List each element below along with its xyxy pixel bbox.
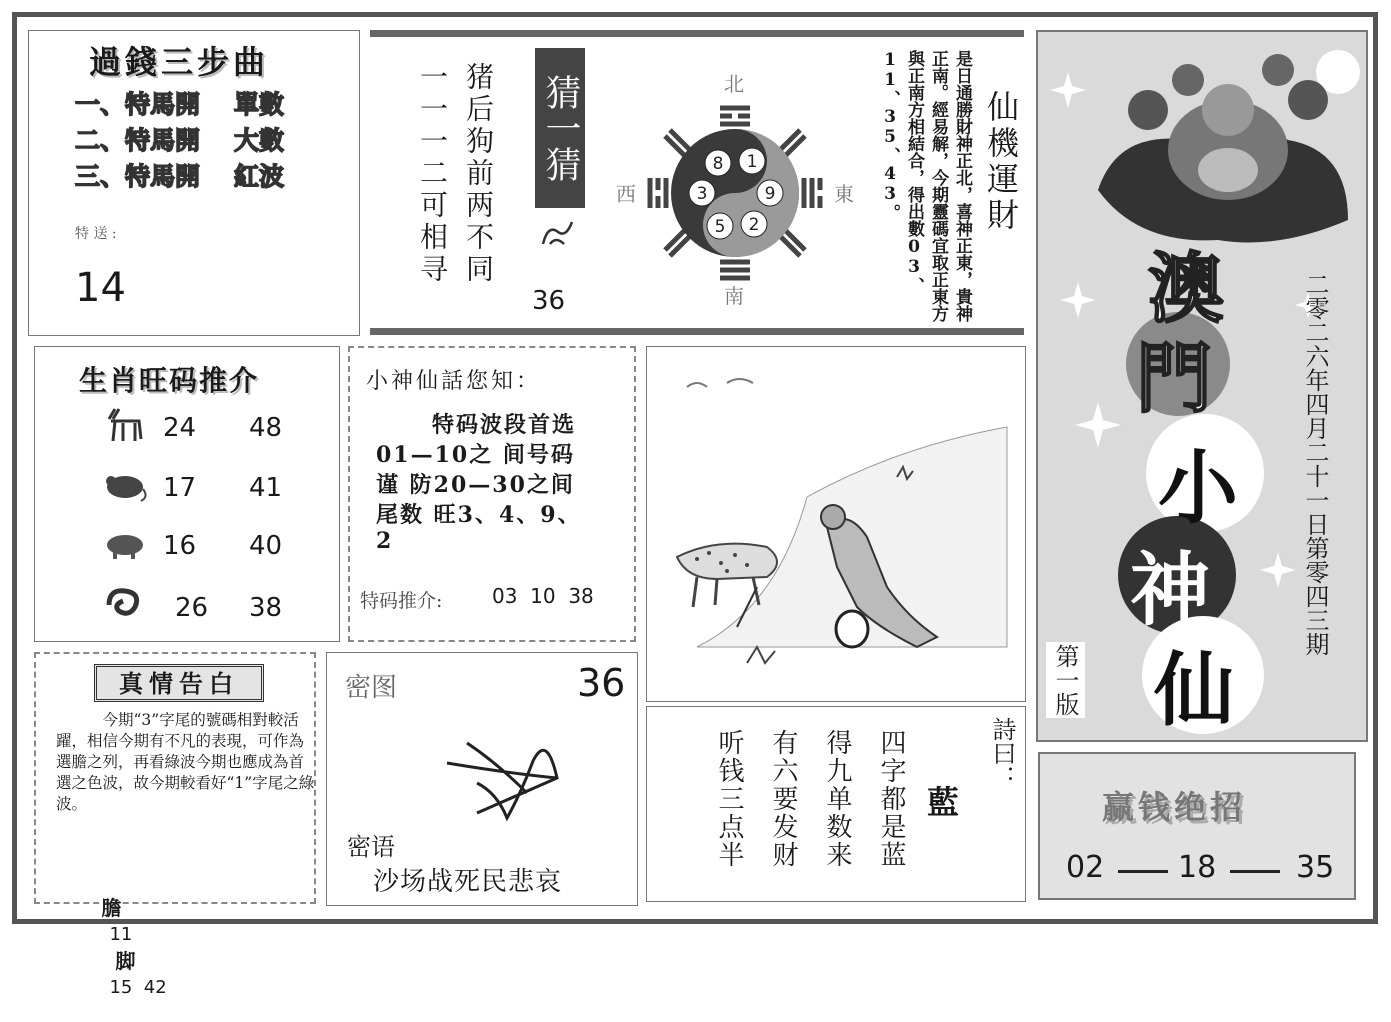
poem-key-word: 藍: [927, 783, 960, 821]
poem-col: 有六要发财: [768, 729, 798, 869]
pig-icon: [101, 529, 149, 561]
win-money-panel: [1038, 752, 1356, 900]
notice-line: 2: [376, 528, 392, 554]
secret-title: 密图: [345, 673, 398, 703]
win-num: 35: [1296, 850, 1335, 885]
zodiac-panel: [34, 346, 340, 642]
confession-body: 今期“3”字尾的號碼相對較活躍，相信今期有不凡的表現，可作為選膽之列，再看綠波今期也應成為首選之色波，故今期較看好“1”字尾之綠波。: [56, 711, 315, 813]
poem-col: 四字都是蓝: [876, 729, 906, 869]
secret-words: 沙场战死民悲哀: [373, 867, 563, 897]
buddha-illustration: [1078, 40, 1358, 250]
poem-label: 詩曰：: [988, 717, 1016, 789]
step-line-2: [75, 121, 284, 157]
jiao-label: 脚: [115, 949, 136, 973]
issue-date: 二零二六年四月二十一日第零四三期: [1301, 272, 1329, 656]
notice-line: 尾数 旺3、4、9、: [376, 502, 582, 528]
step-value: 紅波: [233, 162, 284, 191]
rat-icon: [101, 469, 149, 503]
zodiac-num-a: 17: [163, 473, 197, 503]
notice-panel: [348, 346, 636, 642]
zodiac-num-b: 38: [249, 593, 283, 623]
dan-value: 11: [109, 924, 133, 945]
title-char: 小: [1158, 442, 1238, 535]
poem-col: 听钱三点半: [714, 729, 744, 869]
hunting-scene-illustration: [657, 367, 1017, 687]
win-dash: [1230, 870, 1280, 873]
win-dash: [1118, 870, 1168, 873]
picture-panel: [646, 346, 1026, 702]
special-value: 14: [75, 265, 126, 311]
zodiac-row: [101, 405, 321, 449]
notice-title: 小神仙話您知：: [366, 369, 542, 394]
zodiac-num-a: 26: [175, 593, 209, 623]
snake-icon: [101, 585, 147, 623]
fortune-title: 仙機運財: [982, 90, 1020, 234]
poem-panel: [646, 706, 1026, 902]
top-middle-panel: [370, 28, 1026, 338]
bagua-west: 西: [616, 182, 636, 206]
edition-label: 第一版: [1046, 642, 1085, 718]
special-label: 特 送 :: [75, 226, 117, 242]
secret-words-label: 密语: [347, 833, 395, 861]
tip-values: 03 10 38: [492, 584, 594, 608]
deer-icon: [101, 405, 147, 445]
step-label: 一、特馬開: [75, 90, 201, 119]
zodiac-row: [101, 465, 321, 509]
step-line-1: [75, 85, 284, 121]
bagua-num: 8: [712, 154, 724, 174]
confession-panel: [34, 652, 316, 998]
bagua-east: 東: [834, 182, 854, 206]
poem-col-2: 一一一二可相寻: [416, 62, 449, 286]
poem-col-1: 猪后狗前两不同: [462, 62, 495, 286]
step-value: 大數: [233, 126, 284, 155]
bagua-south: 南: [724, 284, 744, 308]
bagua-num: 1: [746, 152, 758, 172]
bagua-num: 2: [748, 215, 760, 235]
top-rule: [370, 30, 1024, 37]
win-num: 02: [1066, 850, 1105, 885]
bagua-num: 3: [696, 184, 708, 204]
title-char: 門: [1136, 334, 1212, 423]
zodiac-num-a: 24: [163, 413, 197, 443]
dan-label: 膽: [101, 896, 122, 920]
zodiac-row: [101, 523, 321, 567]
zodiac-row: [101, 583, 321, 627]
win-num: 18: [1178, 850, 1217, 885]
notice-line: 特码波段首选: [432, 412, 577, 438]
dragon-icon: [538, 214, 578, 254]
confession-title: 真情告白: [94, 664, 264, 702]
three-steps-title: 過錢三步曲: [89, 43, 270, 81]
jiao-values: 15 42: [109, 977, 167, 998]
title-char: 仙: [1154, 644, 1234, 737]
title-char: 神: [1130, 544, 1210, 637]
title-char: 澳: [1148, 244, 1224, 333]
guess-number: 36: [532, 286, 566, 316]
secret-glyph-drawing: [437, 733, 567, 823]
bagua-num: 5: [714, 217, 726, 237]
step-label: 二、特馬開: [75, 126, 201, 155]
dan-row: [76, 868, 167, 1022]
bagua-north: 北: [724, 72, 744, 96]
step-value: 單數: [233, 90, 284, 119]
zodiac-num-a: 16: [163, 531, 197, 561]
notice-line: 谨 防20—30之间: [376, 472, 575, 498]
zodiac-num-b: 48: [249, 413, 283, 443]
guess-label: 猜一猜: [535, 48, 585, 208]
tip-label: 特码推介:: [360, 590, 443, 612]
bagua-num: 9: [764, 184, 776, 204]
step-label: 三、特馬開: [75, 162, 201, 191]
zodiac-num-b: 40: [249, 531, 283, 561]
secret-number: 36: [577, 661, 626, 705]
poem-col: 得九单数来: [822, 729, 852, 869]
zodiac-title: 生肖旺码推介: [79, 364, 260, 397]
three-steps-panel: [28, 30, 360, 336]
secret-panel: [326, 652, 638, 906]
fortune-text: 是日通勝財神正北，喜神正東，貴神正南。經易解，今期靈碼宜取正東方與正南方相結合，得出數03、11、35、43。: [880, 50, 972, 322]
masthead-panel: [1036, 30, 1368, 742]
step-line-3: [75, 157, 284, 193]
zodiac-num-b: 41: [249, 473, 283, 503]
notice-line: 01—10之 间号码: [376, 442, 575, 468]
win-money-title: 赢钱绝招: [1102, 788, 1247, 826]
